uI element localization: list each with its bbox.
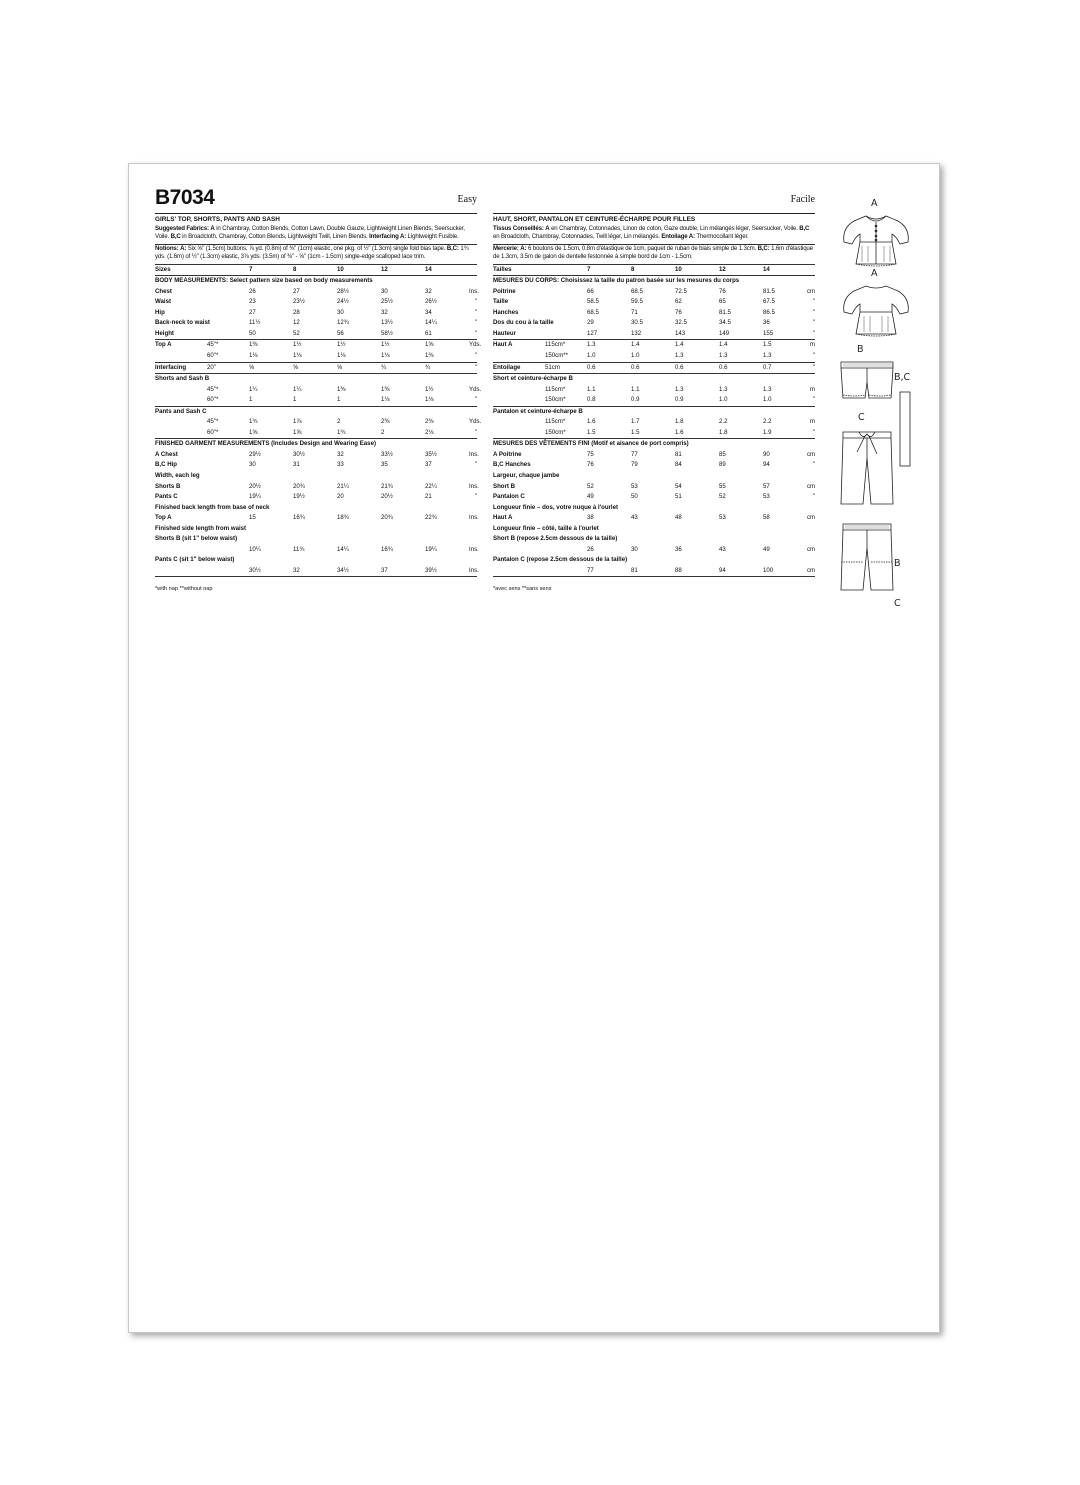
table-heading: MESURES DU CORPS: Choisissez la taille du patron basée sur les mesures du corps	[493, 276, 815, 287]
table-row: A Chest 29½ 30½ 32 33½ 35½ Ins.	[155, 450, 479, 458]
table-subheading: Largeur, chaque jambe	[493, 472, 560, 480]
table-row: Poitrine 66 68.5 72.5 76 81.5 cm	[493, 287, 816, 295]
table-row: Hip 27 28 30 32 34 "	[155, 308, 477, 316]
table-subheading: Pants and Sash C	[155, 406, 477, 417]
notions-paragraph-fr: Mercerie: A: 6 boutons de 1.5cm, 0.8m d'élastique de 1cm, paquet de ruban de biais simple de 1.3cm. B,C: 1.6m d'élastique de 1.3cm, 3.5m de galon de dentelle festonnée à simple bord de 1cm - 1.5cm.	[493, 244, 813, 261]
view-label-a-back: A	[871, 268, 878, 279]
table-row: Entoilage 51cm 0.6 0.6 0.6 0.6 0.7 "	[493, 362, 815, 374]
table-row: Height 50 52 56 58½ 61 "	[155, 329, 477, 337]
view-label-c2: C	[894, 598, 901, 609]
table-subheading: Shorts B (sit 1" below waist)	[155, 535, 238, 543]
table-subheading: Longueur finie – côté, taille à l'ourlet	[493, 524, 599, 532]
table-row: Dos du cou à la taille 29 30.5 32.5 34.5 36 "	[493, 319, 815, 327]
table-row: 115cm* 1.1 1.1 1.3 1.3 1.3 m	[545, 385, 815, 393]
fabrics-paragraph: Suggested Fabrics: A in Chambray, Cotton Blends, Cotton Lawn, Double Gauze, Lightweight Linen Blends, Seersucker, Voile. B,C in Broadcloth, Chambray, Cotton Blends, Lightweight Twill, Linen Blends. Interfacing A: Lightweight Fusible.	[155, 225, 465, 241]
pants-b-back-illustration	[839, 520, 895, 594]
table-row: Haut A 115cm* 1.3 1.4 1.4 1.4 1.5 m	[493, 340, 815, 351]
table-row: 30½ 32 34½ 37 39½ Ins.	[249, 566, 479, 574]
table-heading: MESURES DES VÊTEMENTS FINI (Motif et aisance de port compris)	[493, 439, 815, 450]
view-label-bc: B,C	[894, 372, 911, 383]
difficulty-label: Easy	[457, 194, 477, 205]
table-row: 60"* 1 1 1 1⅛ 1⅛ "	[207, 396, 477, 404]
table-subheading: Shorts and Sash B	[155, 374, 477, 385]
view-label-a: A	[871, 198, 878, 209]
table-row: 45"* 1¼ 1¼ 1⅜ 1⅜ 1½ Yds.	[207, 385, 482, 393]
table-row: Pantalon C 49 50 51 52 53 "	[493, 493, 815, 501]
table-subheading: Longueur finie – dos, votre nuque à l'ourlet	[493, 503, 619, 511]
table-row: Back-neck to waist 11½ 12 12¾ 13½ 14¼ "	[155, 319, 477, 327]
table-row: Top A 15 16¾ 18¾ 20¾ 22¾ Ins.	[155, 514, 479, 522]
table-row: Interfacing 20" ⅝ ⅝ ⅝ ¾ ¾ "	[155, 362, 477, 374]
table-row: Hauteur 127 132 143 149 155 "	[493, 329, 815, 337]
table-row: 45"* 1¾ 1⅞ 2 2⅜ 2⅜ Yds.	[207, 418, 482, 426]
table-subheading: Short et ceinture-écharpe B	[493, 374, 815, 385]
table-subheading: Short B (repose 2.5cm dessous de la taille)	[493, 535, 618, 543]
table-row: 10¼ 11¾ 14¼ 16¾ 19¼ Ins.	[249, 545, 479, 553]
table-row: A Poitrine 75 77 81 85 90 cm	[493, 450, 816, 458]
table-row: Short B 52 53 54 55 57 cm	[493, 482, 816, 490]
table-row: Chest 26 27 28½ 30 32 Ins.	[155, 287, 479, 295]
table-subheading: Finished side length from waist	[155, 524, 247, 532]
table-row: 60"* 1⅝ 1⅝ 1¾ 2 2⅛ "	[207, 428, 477, 436]
header-fr	[493, 186, 815, 214]
shorts-b-illustration	[839, 360, 895, 402]
table-row: 26 30 36 43 49 cm	[587, 545, 816, 553]
measurements-table-en	[155, 264, 482, 579]
table-heading: FINISHED GARMENT MEASUREMENTS (Includes Design and Wearing Ease)	[155, 439, 477, 450]
view-label-c: C	[858, 412, 865, 423]
pants-c-front-illustration	[839, 428, 895, 508]
footnote-fr: *avec sens **sans sens	[493, 586, 552, 593]
sizes-header-row: Tailles 7 8 10 12 14	[493, 264, 815, 276]
table-row: Pants C 19¼ 19½ 20 20½ 21 "	[155, 493, 477, 501]
table-end-rule	[493, 577, 815, 579]
top-a-back-illustration	[840, 282, 912, 340]
view-label-b: B	[857, 344, 864, 355]
table-row: 150cm* 1.5 1.5 1.6 1.8 1.9 "	[545, 428, 815, 436]
pattern-title: GIRLS' TOP, SHORTS, PANTS AND SASH	[155, 216, 280, 223]
table-row: 115cm* 1.6 1.7 1.8 2.2 2.2 m	[545, 418, 815, 426]
pattern-title-fr: HAUT, SHORT, PANTALON ET CEINTURE-ÉCHARPE POUR FILLES	[493, 216, 696, 223]
table-row: B,C Hip 30 31 33 35 37 "	[155, 461, 477, 469]
table-subheading: Finished back length from base of neck	[155, 503, 270, 511]
top-a-front-illustration	[840, 212, 912, 270]
table-row: Top A 45"* 1⅜ 1½ 1½ 1½ 1⅝ Yds.	[155, 340, 477, 351]
table-row: Taille 58.5 59.5 62 65 67.5 "	[493, 298, 815, 306]
pattern-code: B7034	[155, 186, 215, 209]
notions-paragraph: Notions: A: Six ⅝" (1.5cm) buttons, ⅞ yd. (0.8m) of ⅜" (1cm) elastic, one pkg. of ½" (1.3cm) single fold bias tape. B,C: 1¾ yds. (1.6m) of ½" (1.3cm) elastic, 3⅞ yds. (3.5m) of ⅜" - ⅝" (1cm - 1.5cm) single-edge scalloped lace trim.	[155, 244, 469, 261]
table-row: 60"* 1⅛ 1⅛ 1⅛ 1⅛ 1⅜ "	[207, 352, 477, 359]
fabrics-paragraph-fr: Tissus Conseillés: A en Chambray, Cotonnades, Linon de coton, Gaze double, Lin mélangés léger, Seersucker, Voile. B,C en Broadcloth, Chambray, Cotonnades, Twill léger, Lin mélangés. Entoilage A: Thermocollant léger.	[493, 225, 810, 241]
measurements-table-fr	[493, 264, 815, 579]
table-row: Waist 23 23½ 24½ 25½ 26½ "	[155, 298, 477, 306]
header-en	[155, 186, 477, 214]
table-row: B,C Hanches 76 79 84 89 94 "	[493, 461, 815, 469]
footnote-en: *with nap **without nap	[155, 586, 213, 593]
english-column	[155, 186, 482, 593]
difficulty-label-fr: Facile	[790, 194, 815, 205]
table-row: 150cm** 1.0 1.0 1.3 1.3 1.3 "	[545, 352, 815, 359]
table-row: Shorts B 20½ 20¾ 21¼ 21¾ 22¼ Ins.	[155, 482, 479, 490]
table-subheading: Pants C (sit 1" below waist)	[155, 556, 235, 564]
table-subheading: Pantalon et ceinture-écharpe B	[493, 406, 815, 417]
french-column	[493, 186, 815, 592]
table-subheading: Width, each leg	[155, 472, 200, 480]
table-row: Haut A 38 43 48 53 58 cm	[493, 514, 816, 522]
table-end-rule	[155, 577, 477, 579]
table-heading: BODY MEASUREMENTS: Select pattern size based on body measurements	[155, 276, 477, 287]
garment-illustrations	[836, 196, 916, 616]
sizes-header-row: Sizes 7 8 10 12 14	[155, 264, 477, 276]
table-row: 150cm* 0.8 0.9 0.9 1.0 1.0 "	[545, 396, 815, 404]
table-subheading: Pantalon C (repose 2.5cm dessous de la taille)	[493, 556, 628, 564]
view-label-b2: B	[894, 558, 901, 569]
table-row: Hanches 68.5 71 76 81.5 86.5 "	[493, 308, 815, 316]
table-row: 77 81 88 94 100 cm	[587, 566, 816, 574]
sash-illustration	[898, 390, 912, 468]
